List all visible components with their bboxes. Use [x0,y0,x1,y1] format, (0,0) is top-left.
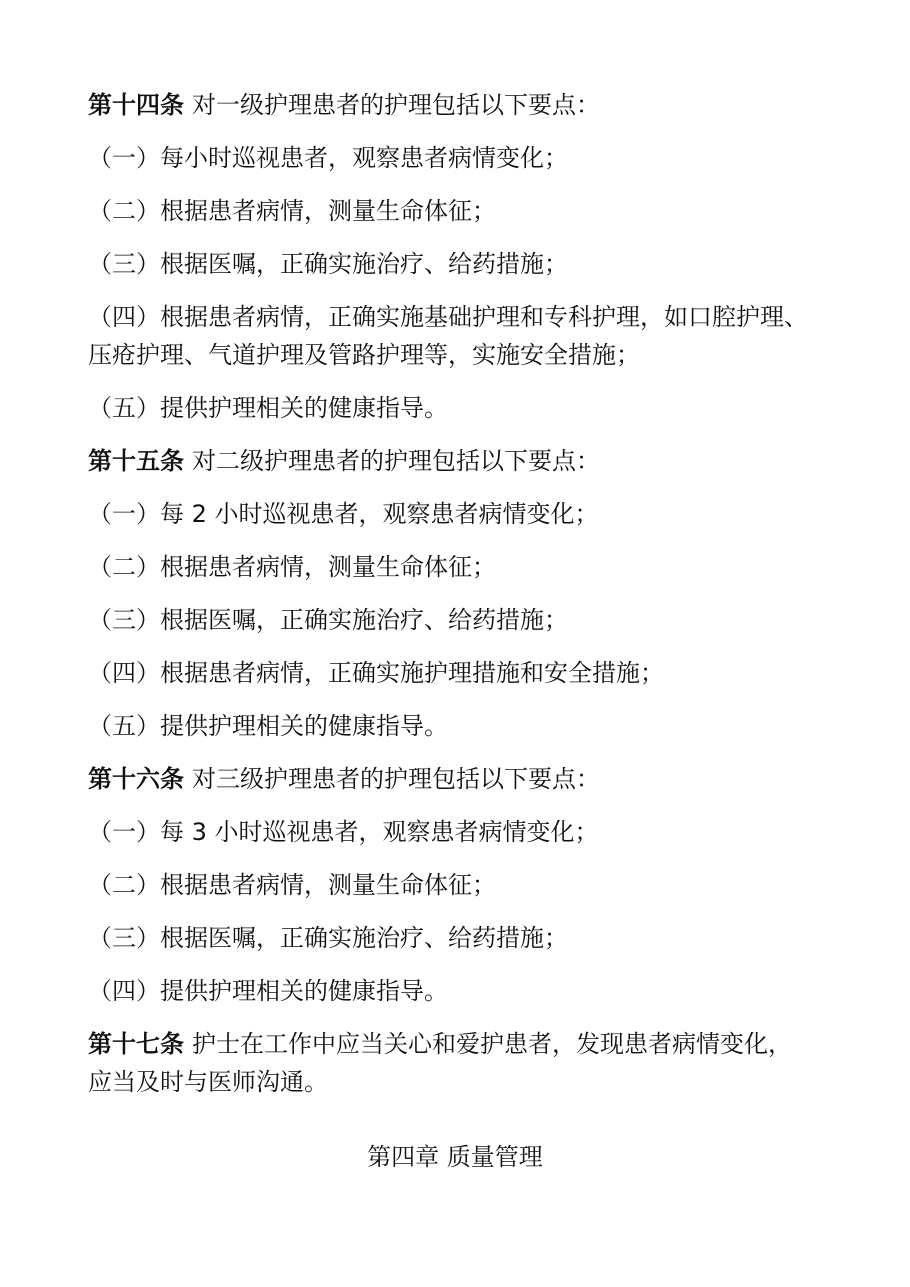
article-14-heading: 第十四条 [88,91,184,119]
article-14-header [88,86,848,124]
article-14-item-5: （五）提供护理相关的健康指导。 [88,394,448,422]
article-15-item-1: （一）每 2 小时巡视患者，观察患者病情变化； [88,500,599,528]
article-15-intro: 对二级护理患者的护理包括以下要点： [192,447,600,475]
chapter-title: 第四章 质量管理 [367,1143,543,1171]
article-16-heading: 第十六条 [88,765,184,793]
article-16-item-3: （三）根据医嘱，正确实施治疗、给药措施； [88,924,568,952]
article-14-item-4: （四）根据患者病情，正确实施基础护理和专科护理，如口腔护理、 [88,303,808,331]
article-17-heading: 第十七条 [88,1030,184,1058]
article-15-heading: 第十五条 [88,447,184,475]
article-14-item-2: （二）根据患者病情，测量生命体征； [88,197,496,225]
article-16-item-2: （二）根据患者病情，测量生命体征； [88,871,496,899]
document-body [88,86,848,1101]
article-17-header [88,1025,848,1063]
article-17-intro: 护士在工作中应当关心和爱护患者，发现患者病情变化， [192,1030,792,1058]
article-15-header [88,442,848,480]
article-14-item-1: （一）每小时巡视患者，观察患者病情变化； [88,144,568,172]
article-16-item-4: （四）提供护理相关的健康指导。 [88,977,448,1005]
article-14-item-4-cont: 压疮护理、气道护理及管路护理等，实施安全措施； [88,341,640,369]
article-15-item-5: （五）提供护理相关的健康指导。 [88,712,448,740]
article-15-item-4: （四）根据患者病情，正确实施护理措施和安全措施； [88,659,664,687]
article-17-cont: 应当及时与医师沟通。 [88,1068,328,1096]
article-15-item-3: （三）根据医嘱，正确实施治疗、给药措施； [88,606,568,634]
article-16-intro: 对三级护理患者的护理包括以下要点： [192,765,600,793]
article-14-item-3: （三）根据医嘱，正确实施治疗、给药措施； [88,250,568,278]
article-14-intro: 对一级护理患者的护理包括以下要点： [192,91,600,119]
article-16-item-1: （一）每 3 小时巡视患者，观察患者病情变化； [88,818,599,846]
article-16-header [88,760,848,798]
article-15-item-2: （二）根据患者病情，测量生命体征； [88,553,496,581]
